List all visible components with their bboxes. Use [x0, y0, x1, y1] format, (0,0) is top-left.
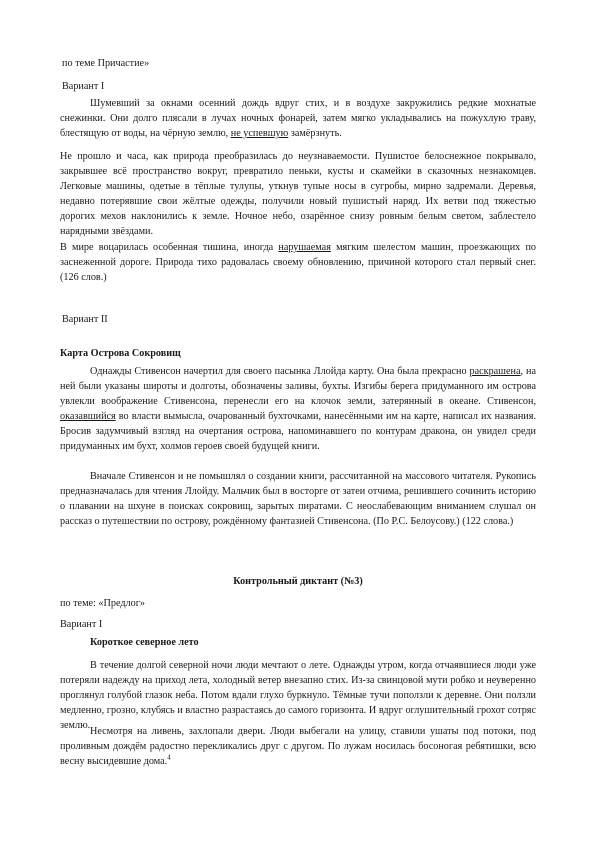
- paragraph-3: [60, 240, 536, 285]
- dictation-heading: Контрольный диктант (№3): [233, 576, 363, 587]
- paragraph-6: В течение долгой северной ночи люди мечтают о лете. Однажды утром, когда отчаявшиеся люди уже потеряли надежду на приход лета, холодный ветер внезапно стих. Из-за свинцовой мути робко и неуверенно проглянул голубой глазок неба. Потом вдали глухо буркнуло. Тёмные тучи поползли к деревне. Они ползли медленно, грозно, клубясь и властно разрастаясь до самого горизонта. И вдруг оглушительный грохот сотряс землю.: [60, 660, 536, 732]
- paragraph-5: Вначале Стивенсон и не помышлял о создании книги, рассчитанной на массового читателя. Рукопись предназначалась для чтения Ллойду. Мальчик был в восторге от затеи отчима, решившего сочинить историю о плавании на шхуне в поисках сокровищ, зарытых пиратами. С неослабевающим вниманием слушал он рассказ о путешествии по острову, рождённому фантазией Стивенсона. (По Р.С. Белоусову.) (122 слова.): [60, 471, 536, 528]
- topic-line-2: по теме: «Предлог»: [60, 598, 145, 609]
- paragraph-3-text-a: В мире воцарилась особенная тишина, иногда: [60, 242, 279, 253]
- paragraph-1-text-a: Шумевший за окнами осенний дождь вдруг стих, и в воздухе закружились редкие мохнатые снежинки. Они долго плясали в лучах ночных фонарей, затем мягко укладывались на пожухлую траву, блестящую от воды, на чёрную землю,: [60, 98, 536, 140]
- underlined-word: раскрашена: [469, 366, 521, 377]
- underlined-word: оказавшийся: [60, 411, 116, 423]
- underlined-word: нарушаемая: [278, 242, 331, 253]
- paragraph-1: [60, 96, 536, 141]
- variant-label-3: Вариант I: [60, 619, 103, 630]
- paragraph-3-text-b: мягким шелестом машин, проезжающих по заснеженной дороге. Природа тихо радовалась своему обновлению, причиной которого стал первый снег. (126 слов.): [60, 242, 536, 284]
- paragraph-4-text-b: , на ней были указаны широты и долготы, обозначены заливы, бухты. Изгибы берега придуманного им острова увлекли воображение Стивенсона, перенесли его на клочок земли, затерянный в океане. Стивенсон,: [60, 366, 536, 408]
- footnote-mark: 4: [167, 753, 171, 762]
- paragraph-7: [60, 724, 536, 769]
- story-title-treasure-island: Карта Острова Сокровищ: [60, 348, 181, 359]
- paragraph-1-text-b: замёрзнуть.: [288, 128, 342, 140]
- variant-label-1: Вариант I: [62, 81, 105, 92]
- paragraph-4-text-c: во власти вымысла, очарованный бухточками, нанесёнными им на карте, написал их названия. Бросив задумчивый взгляд на очертания острова, напоминавшего по контурам дракона, он увидел среди придуманных им бухт, холмов героев своей будущей книги.: [60, 411, 536, 453]
- story-title-northern-summer: Короткое северное лето: [90, 637, 199, 648]
- paragraph-4-text-a: Однажды Стивенсон начертил для своего пасынка Ллойда карту. Она была прекрасно: [90, 366, 470, 377]
- topic-line-1: по теме Причастие»: [62, 58, 150, 69]
- paragraph-2: Не прошло и часа, как природа преобразилась до неузнаваемости. Пушистое белоснежное покрывало, закрывшее всё пространство вокруг, превратило пеньки, кусты и скамейки в сказочных незнакомцев. Легковые машины, одетые в тёплые тулупы, уткнув тупые носы в сугробы, мирно задремали. Деревья, недавно потерявшие свои жёлтые одежды, получили новый пушистый наряд. Их ветви под тяжестью дорогих мехов наклонились к земле. Ночное небо, озарённое снизу ровным белым светом, заблестело нарядными звёздами.: [60, 151, 536, 238]
- variant-label-2: Вариант II: [62, 314, 108, 325]
- underlined-word: не успевшую: [230, 128, 289, 140]
- paragraph-7-text: Несмотря на ливень, захлопали двери. Люди выбегали на улицу, ставили ушаты под потоки, под проливным дождём радостно перекликались друг с другом. По лужам носилась босоногая ребятишки, всю весну высидевшие дома.: [60, 726, 536, 768]
- paragraph-4: [60, 364, 536, 455]
